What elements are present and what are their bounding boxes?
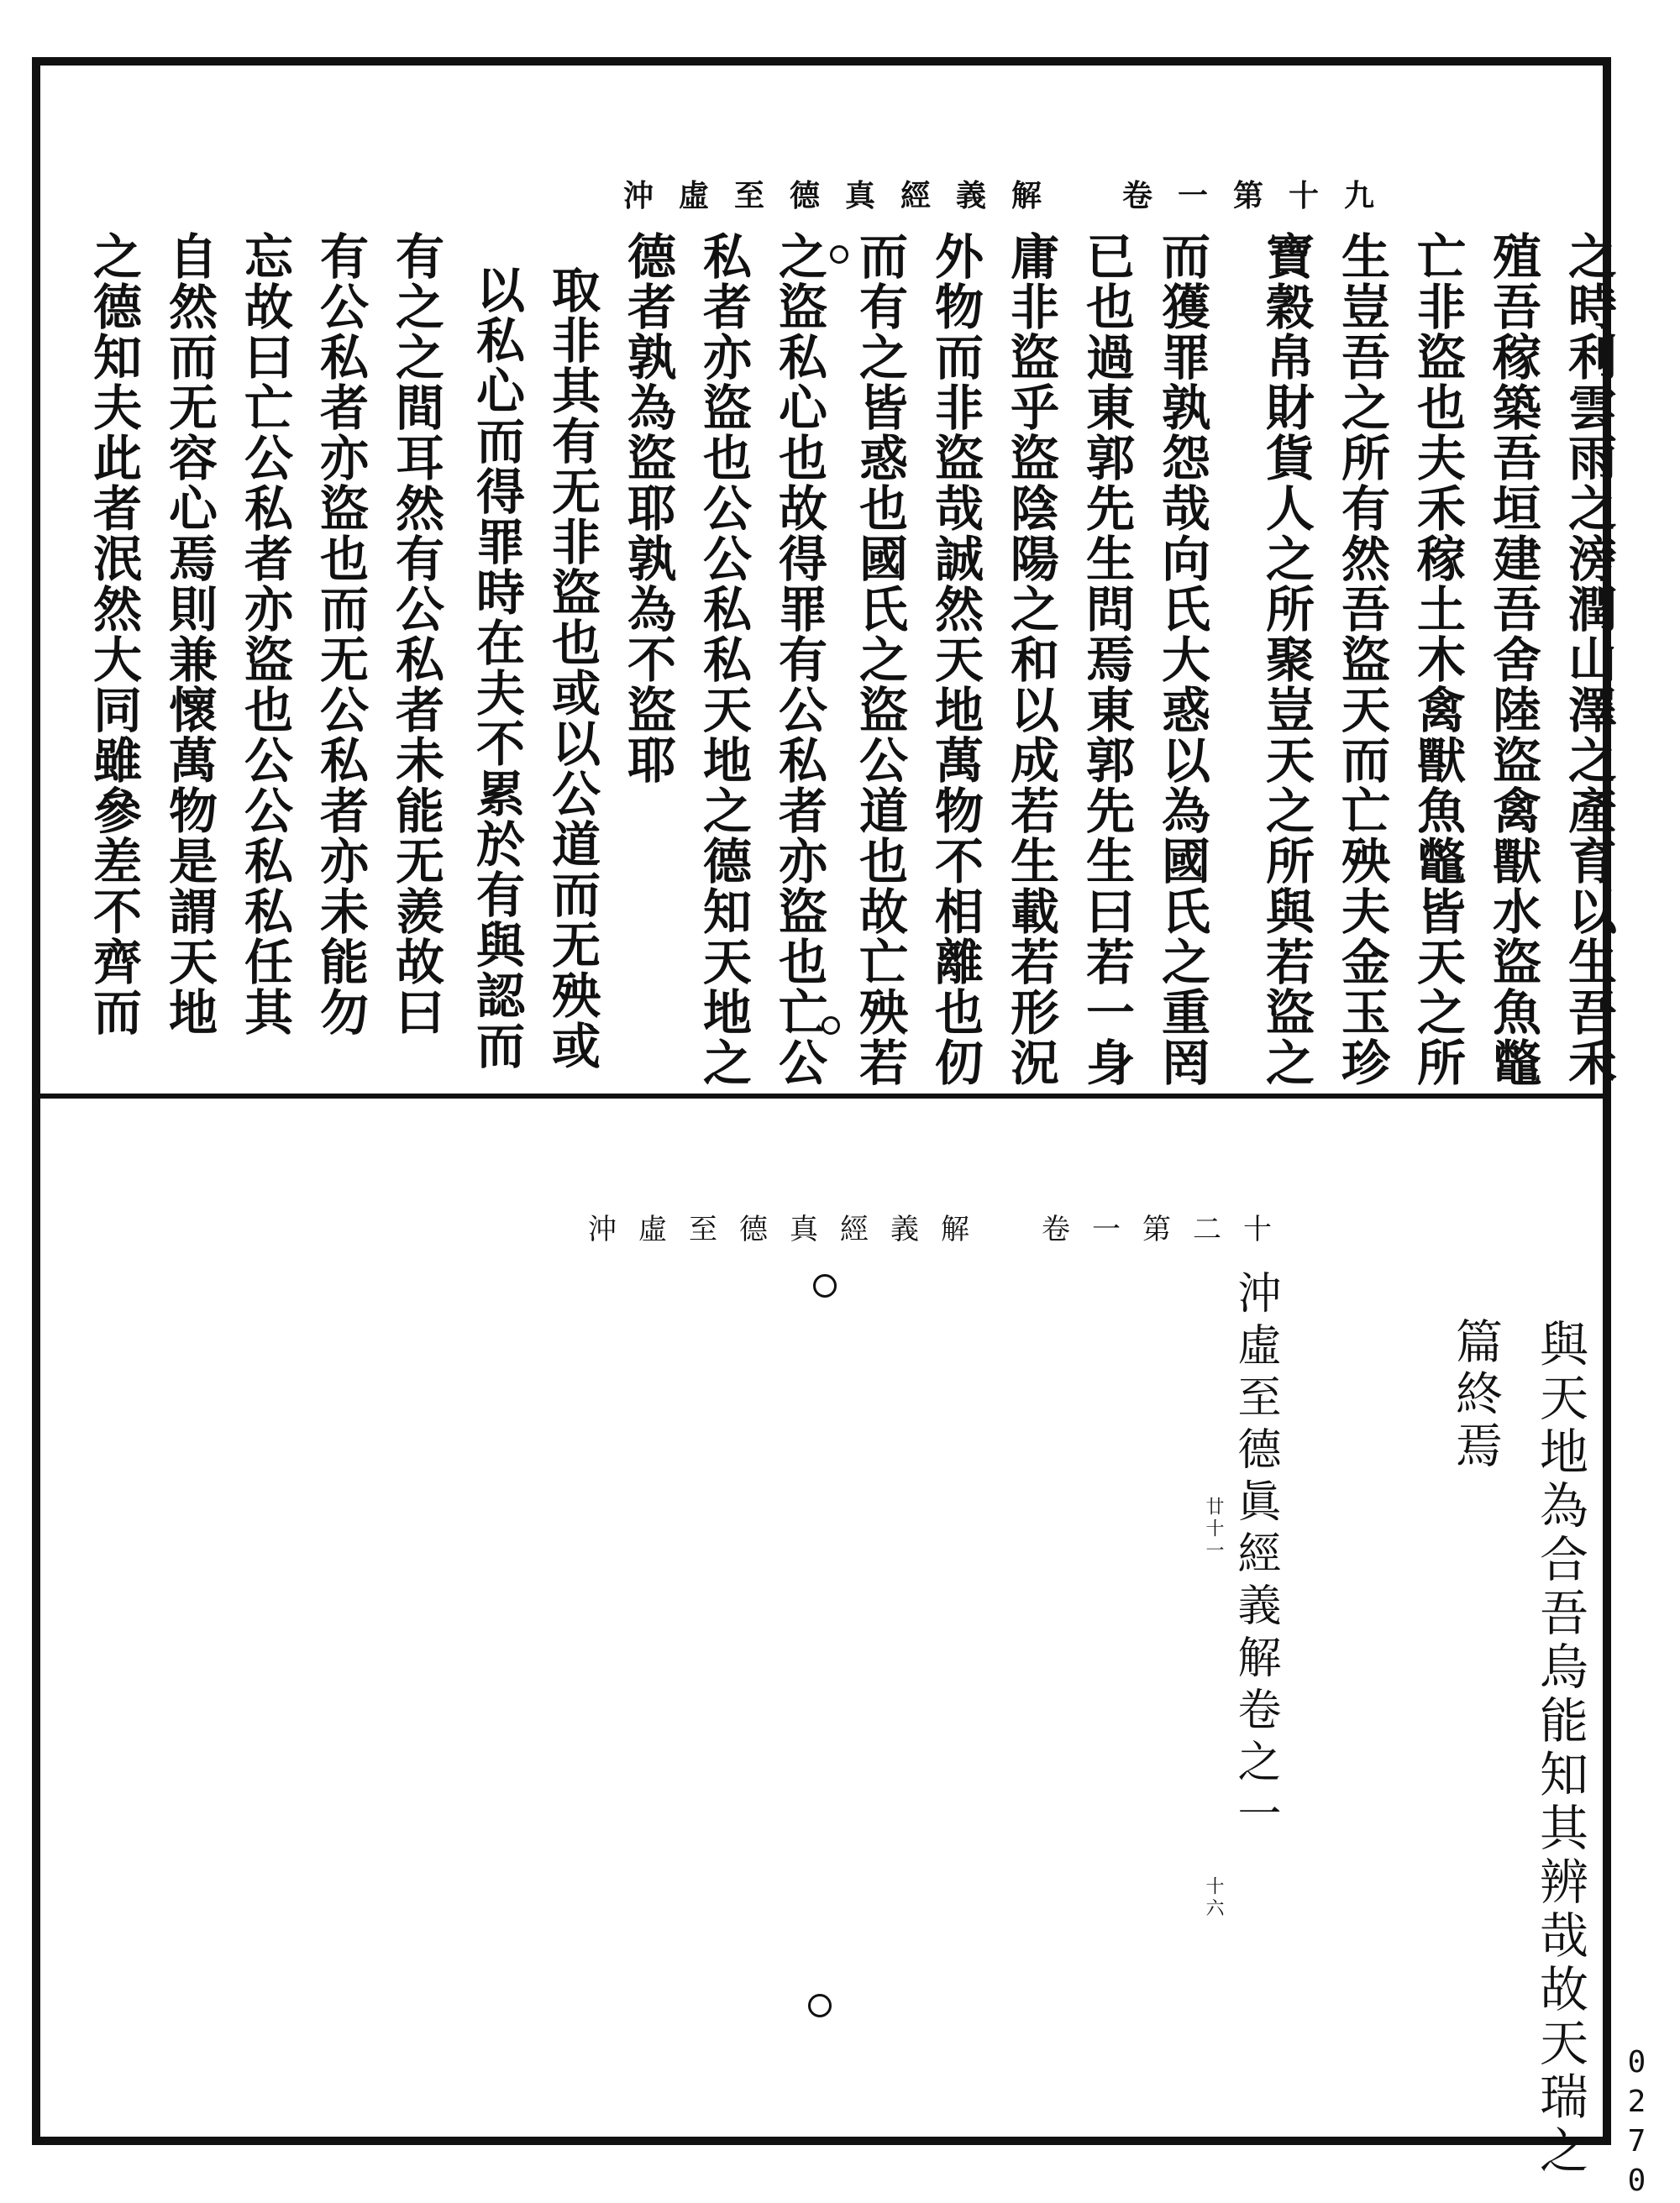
text-column: 忘故曰亡公私者亦盜也公公私私任其: [236, 231, 293, 1037]
page-divider: [32, 1094, 1611, 1099]
text-column: 有公私者亦盜也而无公私者亦未能勿: [312, 231, 369, 1037]
text-column: 亡非盜也夫禾稼土木禽獸魚鼈皆天之所: [1409, 231, 1466, 1088]
text-column: 篇終焉: [1448, 1317, 1503, 1473]
top-page-header: 沖虛至德真經義解 卷一第十九: [623, 178, 1400, 213]
collation-note: 廿十一: [1203, 1497, 1224, 1562]
volume-end-title: 沖虛至德眞經義解卷之一: [1230, 1270, 1280, 1843]
text-column: 庸非盜乎盜陰陽之和以成若生載若形況: [1002, 231, 1059, 1088]
text-column: 之時利雲雨之滂潤山澤之產育以生吾禾: [1560, 231, 1617, 1088]
punctuation-circle: [808, 1994, 832, 2017]
punctuation-circle: [822, 1016, 840, 1035]
bottom-page-header: 沖虛至德真經義解 卷一第二十: [588, 1213, 1294, 1246]
punctuation-circle: [830, 245, 848, 264]
text-column: 自然而无容心焉則兼懷萬物是謂天地: [160, 231, 218, 1037]
text-column: 寶穀帛財貨人之所聚豈天之所與若盜之: [1257, 231, 1315, 1088]
text-column: 以私心而得罪時在夫不累於有與認而: [468, 265, 525, 1071]
punctuation-circle: [813, 1274, 837, 1298]
text-column: 私者亦盜也公公私私天地之德知天地之: [695, 231, 752, 1088]
page-number: 0270: [1620, 2045, 1654, 2203]
text-column: 已也過東郭先生問焉東郭先生曰若一身: [1078, 231, 1135, 1088]
text-column: 外物而非盜哉誠然天地萬物不相離也仞: [927, 231, 984, 1088]
text-column: 之盜私心也故得罪有公私者亦盜也亡公: [770, 231, 827, 1088]
text-column: 取非其有无非盜也或以公道而无殃或: [543, 265, 601, 1071]
text-column: 與天地為合吾烏能知其辨哉故天瑞之: [1531, 1319, 1588, 2179]
text-column: 之德知夫此者泯然大同雖參差不齊而: [85, 231, 142, 1037]
text-column: 生豈吾之所有然吾盜天而亡殃夫金玉珍: [1333, 231, 1390, 1088]
page-mark: 十六: [1203, 1876, 1224, 1920]
text-column: 殖吾稼築吾垣建吾舍陸盜禽獸水盜魚鼈: [1484, 231, 1541, 1088]
text-column: 而有之皆惑也國氏之盜公道也故亡殃若: [851, 231, 908, 1088]
text-column: 有之之間耳然有公私者未能无羨故曰: [387, 231, 444, 1037]
text-column: 而獲罪孰怨哉向氏大惑以為國氏之重罔: [1153, 231, 1210, 1088]
text-column: 德者孰為盜耶孰為不盜耶: [619, 231, 676, 785]
